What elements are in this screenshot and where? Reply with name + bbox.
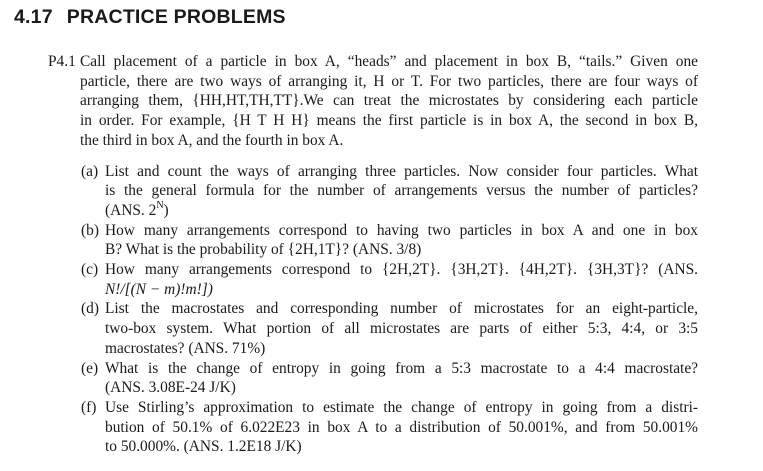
part-line: List and count the ways of arranging three particles. Now consider four particles. What xyxy=(105,162,698,180)
answer-superscript: N xyxy=(156,199,164,211)
part-line: is the general formula for the number of arrangements versus the number of particles? xyxy=(105,182,698,200)
part-line: bution of 50.1% of 6.022E23 in box A to a distribution of 50.001%, and from 50.001% xyxy=(105,418,698,436)
intro-line: Call placement of a particle in box A, “heads” and placement in box B, “tails.” Given one xyxy=(80,53,698,70)
part-label: (c) xyxy=(81,261,99,279)
part-label: (b) xyxy=(81,221,99,239)
part-c xyxy=(81,260,698,299)
problem-parts xyxy=(48,162,698,458)
part-line: What is the change of entropy in going from a 5:3 macrostate to a 4:4 macrostate? xyxy=(105,359,698,377)
part-line: macrostates? (ANS. 71%) xyxy=(105,339,266,357)
section-title: PRACTICE PROBLEMS xyxy=(66,6,286,28)
part-e xyxy=(81,359,698,398)
part-line: two-box system. What portion of all microstates are parts of either 5:3, 4:4, or 3:5 xyxy=(105,320,698,338)
problem-id: P4.1 xyxy=(48,53,76,70)
part-line: N!/[(N − m)!m!]) xyxy=(105,280,213,298)
part-line: to 50.000%. (ANS. 1.2E18 J/K) xyxy=(105,438,302,456)
section-number: 4.17 xyxy=(14,6,53,28)
part-d xyxy=(81,299,698,358)
part-b xyxy=(81,221,698,260)
problem-intro xyxy=(48,52,698,151)
intro-line: particle, there are two ways of arranging it, H or T. For two particles, there are four ways of xyxy=(80,72,698,90)
part-line: (ANS. 3.08E-24 J/K) xyxy=(105,379,236,397)
intro-line: arranging them, {HH,HT,TH,TT}.We can treat the microstates by considering each particle xyxy=(80,92,698,110)
part-answer: (ANS. $2^N$) xyxy=(105,199,169,219)
section-heading xyxy=(14,6,286,29)
part-line: Use Stirling’s approximation to estimate the change of entropy in going from a distri- xyxy=(105,398,698,416)
part-line: How many arrangements correspond to {2H,2T}. {3H,2T}. {4H,2T}. {3H,3T}? (ANS. xyxy=(105,261,698,279)
problem-p4-1 xyxy=(48,52,698,457)
part-label: (d) xyxy=(81,300,99,318)
part-label: (f) xyxy=(81,398,97,416)
part-label: (a) xyxy=(81,162,99,180)
part-a xyxy=(81,162,698,221)
part-f xyxy=(81,398,698,457)
intro-line: the third in box A, and the fourth in box A. xyxy=(80,131,344,149)
part-line: B? What is the probability of {2H,1T}? (ANS. 3/8) xyxy=(105,241,422,259)
intro-line: in order. For example, {H T H H} means the first particle is in box A, the second in box B, xyxy=(80,112,698,130)
part-line: List the macrostates and corresponding number of microstates for an eight-particle, xyxy=(105,300,698,318)
part-label: (e) xyxy=(81,359,99,377)
part-line: How many arrangements correspond to having two particles in box A and one in box xyxy=(105,221,698,239)
